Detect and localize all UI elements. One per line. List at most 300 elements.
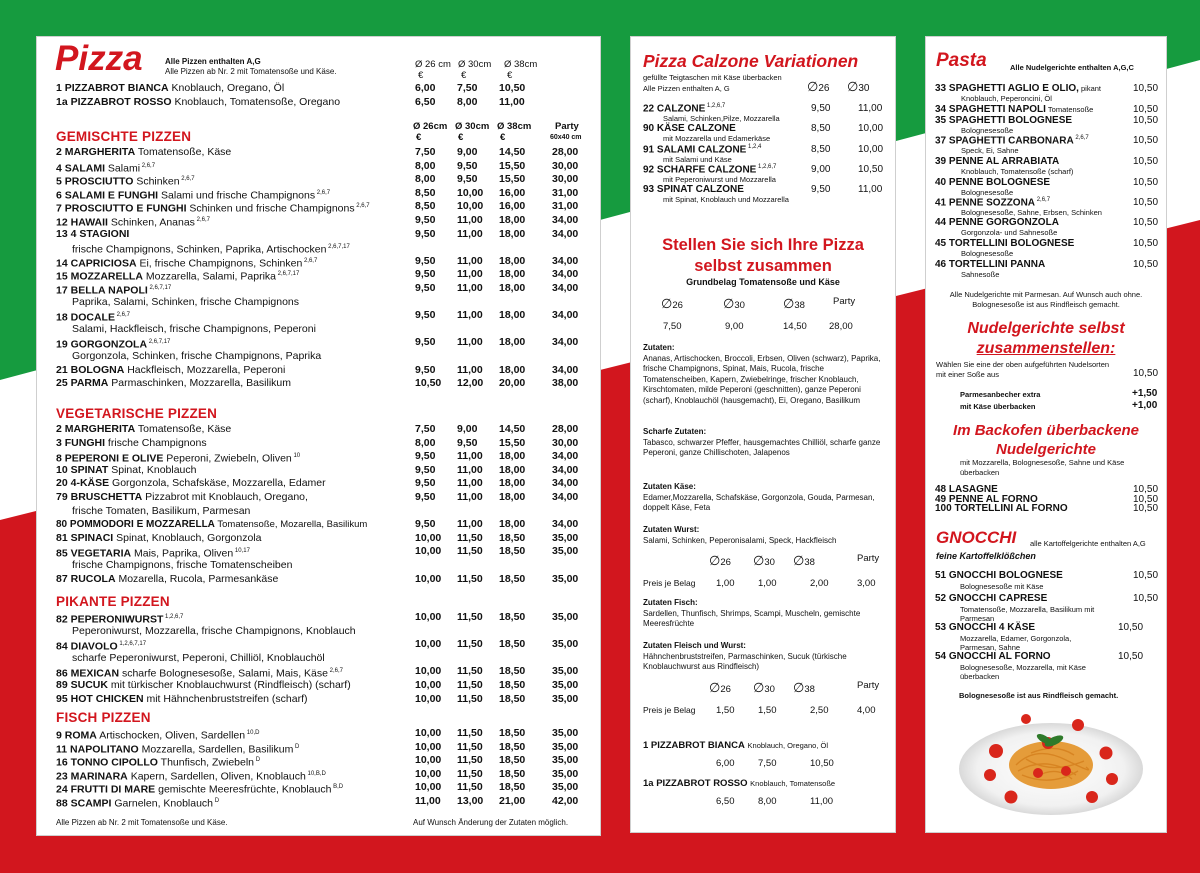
oven-price: 10,50 (1133, 484, 1159, 495)
item-name: GNOCCHI CAPRESE (948, 593, 1048, 604)
price-2: 18,00 (499, 363, 526, 376)
item-desc: Schinken, Ananas (107, 216, 195, 229)
menu-item-text (56, 364, 285, 377)
price-3: 28,00 (552, 146, 579, 158)
calzone-item (643, 103, 725, 114)
pasta-note: Alle Nudelgerichte enthalten A,G,C (1010, 63, 1134, 72)
price-0: 9,50 (415, 214, 436, 226)
price-0: 9,50 (415, 336, 436, 349)
item-allergens: D (213, 798, 220, 804)
item-number: 54 (935, 651, 949, 662)
calzone-desc: mit Spinat, Knoblauch und Mozzarella (663, 195, 789, 205)
item-number: 22 (643, 103, 657, 115)
item-desc: Salami und frische Champignons (158, 189, 316, 202)
item-number: 90 (643, 123, 657, 135)
oven-desc-2: überbacken (960, 467, 1000, 477)
item-allergens: 2,6,7,17 (276, 271, 300, 278)
item-allergens: 1,2,6,7,17 (117, 641, 147, 648)
menu-item-text (56, 82, 284, 95)
pizza-footer-right: Auf Wunsch Änderung der Zutaten möglich. (413, 818, 569, 827)
price-0: 9,50 (415, 463, 436, 476)
item-number: 37 (935, 135, 949, 147)
wurst-text: Salami, Schinken, Peperonisalami, Speck, Hackfleisch (643, 535, 837, 545)
item-name: SPAGHETTI NAPOLI (948, 104, 1046, 115)
item-number: 44 (935, 217, 949, 228)
menu-item-text (56, 518, 367, 531)
oven-title-1: Im Backofen überbackene (953, 422, 1139, 439)
price-3: 30,00 (552, 159, 579, 172)
gnocchi-foot: Bolognesesoße ist aus Rindfleisch gemacht. (959, 691, 1119, 700)
price-2: 16,00 (499, 186, 526, 199)
item-number: 2 (56, 423, 65, 435)
item-name: DIAVOLO (70, 640, 118, 653)
belag-price: 2,00 (810, 578, 829, 589)
price-2: 18,00 (499, 336, 526, 349)
item-name: HOT CHICKEN (70, 692, 144, 705)
price-1: 11,00 (457, 463, 483, 476)
item-name: SUCUK (70, 679, 108, 691)
price-3: 31,00 (552, 200, 579, 213)
belag-price: 4,00 (857, 705, 876, 716)
fleisch-text: Hähnchenbruststreifen, Parmaschinken, Sucuk (türkische Knoblauchwurst aus Rindfleisch) (643, 651, 847, 671)
menu-item-text (56, 423, 231, 436)
item-name: CALZONE (656, 103, 706, 115)
item-allergens: 2,6,7,17 (147, 285, 172, 291)
price-1: 11,50 (457, 679, 483, 691)
item-number: 35 (935, 115, 949, 126)
item-desc2-text: Peperoniwurst, Mozzarella, frische Champignons, Knoblauch (72, 624, 356, 637)
item-name: FUNGHI (64, 436, 106, 449)
item-allergens: 2,6,7,17 (147, 339, 171, 346)
oven-price: 10,50 (1133, 503, 1159, 514)
item-number: 10 (56, 463, 71, 476)
price-0: 9,50 (415, 309, 436, 322)
item-desc2 (72, 350, 321, 363)
item-name: ROMA (64, 729, 97, 742)
price-2: 15,50 (499, 159, 526, 172)
item-name: GORGONZOLA (70, 338, 148, 351)
item-desc: Tomatensoße, Mozarella, Basilikum (214, 519, 368, 531)
price-2: 18,00 (499, 518, 526, 531)
calzone-item (643, 164, 776, 175)
item-number: 34 (935, 104, 949, 115)
price-3: 35,00 (552, 665, 579, 678)
item-allergens: 2,6,7 (140, 162, 156, 169)
pasta-item (935, 197, 1050, 208)
zutaten-block (643, 343, 883, 406)
pasta-price: 10,50 (1133, 238, 1159, 249)
gnocchi-price: 10,50 (1133, 570, 1159, 581)
item-name: MARGHERITA (64, 146, 136, 158)
menu-item-text (56, 228, 129, 241)
diameter-icon: ∅ (847, 79, 859, 94)
size-value: Party (833, 296, 856, 307)
item-desc: Tomatensoße, Käse (135, 146, 232, 158)
item-allergens: 1,2,6,7 (756, 163, 777, 170)
price-2: 18,50 (499, 611, 526, 623)
item-desc2-text: frische Tomaten, Basilikum, Parmesan (72, 504, 251, 517)
item-desc: Mais, Paprika, Oliven (131, 547, 234, 560)
price-1: 8,00 (457, 95, 478, 108)
price-3: 30,00 (552, 173, 579, 186)
menu-item-text (56, 795, 219, 811)
menu-item-text (56, 146, 231, 159)
price-3: 35,00 (552, 740, 579, 753)
item-name: SCHARFE CALZONE (656, 164, 757, 176)
price-1: 11,00 (457, 450, 483, 463)
item-number: 100 (935, 503, 955, 514)
gnocchi-price: 10,50 (1118, 622, 1144, 633)
item-number: 13 (56, 227, 71, 240)
pasta-item (935, 259, 1045, 270)
item-desc2 (72, 559, 292, 572)
price-1: 11,00 (457, 282, 483, 294)
pasta-item (935, 156, 1059, 167)
price-1: 11,50 (457, 531, 483, 544)
item-number: 1 (56, 82, 65, 94)
price-0: 10,00 (415, 767, 442, 780)
euro-sign: € (416, 132, 422, 143)
item-number: 46 (935, 259, 949, 270)
item-name: PIZZABROT BIANCA (64, 82, 169, 94)
pasta-desc: Knoblauch, Tomatensoße (scharf) (961, 167, 1074, 176)
price-2: 18,00 (499, 254, 526, 267)
price-0: 9,50 (415, 450, 436, 463)
item-allergens: 2,6,7 (315, 189, 331, 196)
pasta-item (935, 83, 1101, 94)
item-number: 84 (56, 640, 71, 653)
pizza-note-sauce: Alle Pizzen ab Nr. 2 mit Tomatensoße und Käse. (165, 67, 337, 76)
item-name: PARMA (70, 377, 109, 390)
scharf-title: Scharfe Zutaten: (643, 427, 707, 436)
gnocchi-desc: Bolognesesoße, Mozzarella, mit Käse überbacken (960, 663, 1086, 681)
item-name: VEGETARIA (70, 547, 132, 560)
price-1: 11,00 (457, 491, 483, 503)
price-1: 9,50 (457, 173, 478, 186)
price-2: 18,00 (499, 463, 526, 476)
item-desc: Mozzarella, Sardellen, Basilikum (138, 743, 294, 756)
item-number: 48 (935, 484, 949, 495)
price-3: 35,00 (552, 692, 579, 705)
price-3: 35,00 (552, 611, 579, 623)
item-name: BRUSCHETTA (70, 491, 143, 503)
item-desc2 (72, 652, 325, 665)
item-number: 86 (56, 667, 71, 680)
item-number: 7 (56, 202, 65, 215)
price-1: 12,00 (457, 377, 484, 390)
price-0: 10,00 (415, 665, 442, 678)
price-2: 14,50 (499, 423, 526, 435)
price-2: 14,50 (499, 146, 526, 158)
price-3: 31,00 (552, 186, 579, 199)
item-allergens: 10,B,D (305, 770, 326, 777)
gnocchi-desc: Mozzarella, Edamer, Gorgonzola, Parmesan, Sahne (960, 634, 1072, 652)
calzone-desc: mit Peperoniwurst und Mozzarella (663, 174, 776, 184)
fisch-block (643, 598, 883, 630)
item-number: 33 (935, 83, 949, 94)
price-0: 8,00 (415, 436, 436, 449)
item-name: NAPOLITANO (70, 743, 139, 756)
item-name: POMMODORI E MOZZARELLA (69, 519, 215, 531)
item-number: 20 (56, 477, 71, 490)
size-header: Ø 30cm (455, 121, 490, 132)
size-label (833, 296, 855, 307)
price-2: 10,50 (499, 82, 526, 94)
item-number: 9 (56, 729, 65, 742)
item-name: MARINARA (70, 770, 128, 783)
price-3: 42,00 (552, 795, 579, 807)
item-name: SPAGHETTI BOLOGNESE (948, 115, 1073, 126)
fleisch-title: Zutaten Fleisch und Wurst: (643, 641, 746, 650)
item-number: 5 (56, 175, 65, 188)
price-3: 34,00 (552, 282, 579, 294)
pasta-own-desc-2: mit einer Soße aus (936, 369, 999, 379)
item-name: PENNE AL ARRABIATA (948, 156, 1060, 167)
price-2: 18,50 (499, 665, 526, 678)
item-name: BOLOGNA (70, 363, 125, 376)
price-0: 9,50 (415, 227, 436, 240)
item-number: 52 (935, 593, 949, 604)
diameter-icon: ∅ (709, 553, 721, 568)
section-fisch: FISCH PIZZEN (56, 710, 151, 725)
diameter-icon: ∅ (793, 680, 805, 695)
price-0: 9,50 (415, 491, 436, 503)
item-name: SALAMI CALZONE (656, 143, 747, 155)
gnocchi-item (935, 622, 1035, 633)
pasta-note2b: Bolognesesoße ist aus Rindfleisch gemacht. (972, 299, 1120, 309)
price-3: 34,00 (552, 227, 579, 240)
price-0: 7,50 (415, 146, 436, 158)
bread-price: 6,50 (716, 796, 735, 807)
price-1: 11,50 (457, 754, 483, 767)
size-value: Party (857, 553, 880, 564)
price-0: 10,00 (415, 611, 442, 623)
calzone-price: 9,50 (811, 103, 831, 114)
menu-item-text (56, 464, 197, 477)
item-number: 23 (56, 770, 71, 783)
wurst-block (643, 525, 883, 546)
item-number: 49 (935, 493, 949, 505)
price-3: 35,00 (552, 767, 579, 780)
gnocchi-price: 10,50 (1118, 651, 1144, 662)
size-value: 30 (764, 684, 775, 695)
price-0: 6,00 (415, 82, 436, 94)
pasta-desc: Bolognesesoße (961, 188, 1014, 197)
size-label (857, 680, 879, 691)
price-2: 11,00 (499, 95, 525, 108)
price-2: 18,00 (499, 214, 526, 226)
item-desc2-text: Gorgonzola, Schinken, frische Champignons, Paprika (72, 350, 322, 362)
item-number: 87 (56, 572, 71, 585)
belag-price: 2,50 (810, 705, 829, 716)
item-number: 19 (56, 338, 71, 351)
price-1: 11,00 (457, 518, 483, 531)
item-name: LASAGNE (948, 484, 998, 495)
size-value: 26 (720, 557, 731, 568)
oven-title (926, 421, 1166, 459)
price-2: 18,00 (499, 227, 526, 240)
price-1: 11,00 (457, 477, 483, 490)
price-2: 21,00 (499, 795, 526, 807)
price-0: 11,00 (415, 795, 441, 807)
size-value: 30 (734, 300, 745, 311)
item-name: 4 STAGIONI (70, 227, 130, 240)
price-3: 34,00 (552, 450, 579, 463)
price-1: 11,00 (457, 268, 483, 281)
price-3: 30,00 (552, 436, 579, 449)
item-extra: 2,6,7 (1073, 135, 1089, 141)
calzone-panel (630, 36, 896, 833)
price-3: 34,00 (552, 363, 579, 376)
pasta-note2a: Alle Nudelgerichte mit Parmesan. Auf Wunsch auch ohne. (949, 290, 1143, 299)
item-allergens: 2,6,7 (114, 312, 130, 319)
price-3: 35,00 (552, 679, 579, 691)
size-label (793, 553, 815, 569)
item-name: DOCALE (70, 311, 115, 324)
menu-item-text (56, 491, 308, 504)
pasta-dish-photo (956, 705, 1146, 823)
pasta-item (935, 177, 1050, 188)
pasta-desc: Sahnesoße (961, 270, 1000, 279)
item-number: 2 (56, 146, 65, 158)
price-2: 15,50 (499, 436, 526, 449)
calzone-sub2: Alle Pizzen enthalten A, G (643, 84, 730, 93)
price-3: 34,00 (552, 477, 579, 490)
diameter-icon: ∅ (753, 680, 765, 695)
item-number: 85 (56, 547, 71, 560)
price-1: 11,00 (457, 363, 483, 376)
price-0: 10,00 (415, 638, 442, 651)
price-2: 18,50 (499, 692, 526, 705)
size-label (753, 680, 775, 696)
parmesan-extra-price: +1,50 (1132, 388, 1158, 399)
item-name: SPAGHETTI CARBONARA (948, 135, 1074, 147)
diameter-icon: ∅ (783, 296, 795, 311)
item-number: 1a (56, 95, 71, 108)
pasta-own-desc (936, 360, 1109, 379)
item-number: 21 (56, 363, 71, 376)
price-2: 18,00 (499, 477, 526, 490)
item-number: 25 (56, 377, 71, 390)
bread-bianca-desc: Knoblauch, Oregano, Öl (747, 741, 828, 750)
price-2: 18,50 (499, 767, 526, 780)
price-1: 11,00 (457, 227, 483, 240)
kaese-block (643, 482, 883, 514)
price-2: 18,50 (499, 531, 526, 544)
item-desc: Schinken und frische Champignons (186, 202, 355, 215)
item-name: PENNE AL FORNO (948, 493, 1038, 505)
item-desc: Knoblauch, Oregano, Öl (168, 82, 285, 94)
item-number: 53 (935, 622, 949, 633)
calzone-price: 11,00 (858, 184, 883, 196)
size-price: 9,00 (725, 321, 744, 332)
item-name: BELLA NAPOLI (70, 284, 148, 297)
pizza-note-allergens: Alle Pizzen enthalten A,G (165, 57, 261, 66)
menu-item-text (56, 573, 278, 586)
item-name: TORTELLINI PANNA (948, 259, 1046, 270)
item-name: TORTELLINI AL FORNO (954, 503, 1068, 514)
calzone-head-26-label: 26 (818, 83, 830, 94)
price-0: 7,50 (415, 423, 436, 435)
item-name: SPAGHETTI AGLIO E OLIO, (948, 83, 1079, 94)
item-name: PIZZABROT ROSSO (70, 95, 172, 108)
price-3: 35,00 (552, 572, 579, 585)
item-name: MOZZARELLA (70, 270, 143, 283)
item-desc: Mozzarella, Salami, Paprika (142, 270, 276, 283)
item-desc: Garnelen, Knoblauch (111, 797, 214, 810)
item-allergens: 2,6,7,17 (326, 244, 350, 251)
item-number: 3 (56, 436, 65, 449)
pasta-title: Pasta (936, 50, 987, 71)
item-allergens: 2,6,7 (302, 257, 318, 264)
calzone-head-30-label: 30 (858, 83, 870, 94)
item-desc2-text: Salami, Hackfleisch, frische Champignons, Peperoni (72, 322, 316, 335)
price-3: 28,00 (552, 423, 579, 435)
pasta-item (935, 135, 1089, 146)
item-name: SPINAT CALZONE (656, 184, 744, 196)
size-header: Ø 38cm (497, 121, 532, 132)
price-1: 11,50 (457, 638, 483, 651)
price-3: 35,00 (552, 638, 579, 651)
price-0: 9,50 (415, 254, 436, 267)
item-name: MARGHERITA (64, 423, 136, 435)
price-1: 10,00 (457, 200, 484, 213)
price-1: 13,00 (457, 795, 484, 807)
pasta-price: 10,50 (1133, 197, 1159, 208)
price-0: 10,00 (415, 679, 442, 691)
item-name: RUCOLA (70, 572, 116, 585)
price-0: 9,50 (415, 268, 436, 281)
pasta-desc: Speck, Ei, Sahne (961, 146, 1019, 155)
item-allergens: 2,6,7 (327, 668, 343, 675)
item-desc: Peperoni, Zwiebeln, Oliven (163, 452, 292, 465)
gnocchi-price: 10,50 (1133, 593, 1159, 604)
gnocchi-item (935, 651, 1051, 662)
size-value: 38 (804, 684, 815, 695)
item-name: TORTELLINI BOLOGNESE (948, 238, 1075, 249)
item-allergens: 10,17 (233, 548, 250, 555)
item-desc: Ei, frische Champignons, Schinken (136, 257, 303, 270)
price-0: 10,00 (415, 740, 442, 753)
bread-rosso-name: 1a PIZZABROT ROSSO (643, 778, 748, 789)
price-1: 11,50 (457, 727, 483, 739)
wurst-title: Zutaten Wurst: (643, 525, 700, 534)
price-1: 9,00 (457, 423, 478, 435)
price-3: 34,00 (552, 309, 579, 322)
price-label: Preis je Belag (643, 705, 696, 715)
item-number: 93 (643, 184, 657, 196)
price-3: 34,00 (552, 254, 579, 267)
price-2: 18,00 (499, 450, 526, 463)
price-2: 15,50 (499, 173, 526, 186)
zutaten-title: Zutaten: (643, 343, 675, 352)
item-allergens: D (293, 743, 300, 750)
oven-item (935, 503, 1068, 514)
item-number: 82 (56, 613, 71, 626)
calzone-item (643, 184, 744, 195)
price-1: 11,50 (457, 665, 483, 678)
item-name: PENNE SOZZONA (948, 197, 1036, 209)
item-name: PEPERONI E OLIVE (64, 452, 164, 465)
price-label: Preis je Belag (643, 578, 696, 588)
pasta-own-title (926, 319, 1166, 359)
zutaten-text: Ananas, Artischocken, Broccoli, Erbsen, Oliven (schwarz), Paprika, frische Champignons, Spinat, Mais, Rucola, frische Tomatenscheiben, Kapern, Zwiebelringe, frischer Knoblauch, Kirschtomaten, milde Peperoni (geschnitten), ganze Peperoni (scharf), Knoblauchöl (hausgemacht), Ei, Oregano, Basilikum (643, 353, 881, 405)
item-desc: gemischte Meeresfrüchte, Knoblauch (155, 783, 332, 796)
pizza-title: Pizza (55, 39, 143, 78)
item-name: PENNE BOLOGNESE (948, 177, 1051, 188)
oven-title-2: Nudelgerichte (995, 441, 1097, 458)
euro-sign: € (418, 70, 424, 81)
